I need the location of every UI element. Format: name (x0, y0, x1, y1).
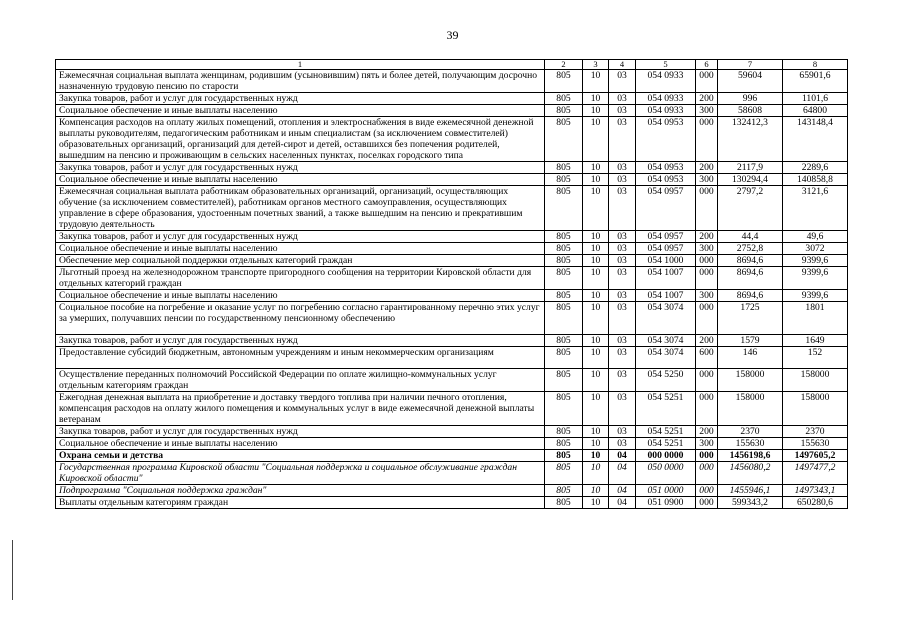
code-cell: 805 (545, 438, 583, 450)
subsection-cell: 03 (609, 290, 636, 302)
table-row (56, 162, 848, 174)
section-cell: 10 (583, 335, 609, 347)
amount-year1-cell: 1579 (718, 335, 783, 347)
row-name-cell: Ежемесячная социальная выплата женщинам, родившим (усыновившим) пять и более детей, получающим досрочно назначенную трудовую пенсию по старости (56, 70, 545, 93)
table-row (56, 369, 848, 392)
expense-type-cell: 300 (696, 174, 718, 186)
amount-year2-cell: 65901,6 (783, 70, 848, 93)
section-cell: 10 (583, 93, 609, 105)
amount-year1-cell: 158000 (718, 392, 783, 426)
section-cell: 10 (583, 290, 609, 302)
amount-year2-cell: 140858,8 (783, 174, 848, 186)
target-article-cell: 054 1007 (636, 290, 696, 302)
amount-year1-cell: 996 (718, 93, 783, 105)
amount-year1-cell: 8694,6 (718, 290, 783, 302)
table-row (56, 450, 848, 462)
section-cell: 10 (583, 162, 609, 174)
table-row (56, 267, 848, 290)
target-article-cell: 054 0957 (636, 186, 696, 231)
amount-year2-cell: 9399,6 (783, 267, 848, 290)
expense-type-cell: 000 (696, 369, 718, 392)
table-row (56, 186, 848, 231)
code-cell: 805 (545, 186, 583, 231)
table-row (56, 93, 848, 105)
code-cell: 805 (545, 335, 583, 347)
expense-type-cell: 300 (696, 105, 718, 117)
code-cell: 805 (545, 347, 583, 369)
target-article-cell: 000 0000 (636, 450, 696, 462)
code-cell: 805 (545, 497, 583, 509)
subsection-cell: 03 (609, 93, 636, 105)
amount-year2-cell: 9399,6 (783, 255, 848, 267)
amount-year1-cell: 44,4 (718, 231, 783, 243)
row-name-cell: Социальное обеспечение и иные выплаты населению (56, 105, 545, 117)
subsection-cell: 03 (609, 186, 636, 231)
table-header-row (56, 60, 848, 70)
target-article-cell: 054 0953 (636, 174, 696, 186)
code-cell: 805 (545, 105, 583, 117)
amount-year2-cell: 3121,6 (783, 186, 848, 231)
section-cell: 10 (583, 347, 609, 369)
code-cell: 805 (545, 162, 583, 174)
section-cell: 10 (583, 267, 609, 290)
amount-year2-cell: 2289,6 (783, 162, 848, 174)
amount-year1-cell: 8694,6 (718, 255, 783, 267)
target-article-cell: 054 5251 (636, 426, 696, 438)
amount-year2-cell: 143148,4 (783, 117, 848, 162)
table-row (56, 174, 848, 186)
row-name-cell: Обеспечение мер социальной поддержки отдельных категорий граждан (56, 255, 545, 267)
row-name-cell: Закупка товаров, работ и услуг для государственных нужд (56, 231, 545, 243)
amount-year1-cell: 2797,2 (718, 186, 783, 231)
section-cell: 10 (583, 186, 609, 231)
amount-year1-cell: 2117,9 (718, 162, 783, 174)
target-article-cell: 054 3074 (636, 347, 696, 369)
header-cell: 2 (545, 60, 583, 70)
amount-year1-cell: 58608 (718, 105, 783, 117)
expense-type-cell: 300 (696, 438, 718, 450)
amount-year1-cell: 2370 (718, 426, 783, 438)
expense-type-cell: 300 (696, 243, 718, 255)
code-cell: 805 (545, 302, 583, 335)
row-name-cell: Закупка товаров, работ и услуг для государственных нужд (56, 426, 545, 438)
target-article-cell: 054 1000 (636, 255, 696, 267)
header-cell: 1 (56, 60, 545, 70)
expense-type-cell: 200 (696, 335, 718, 347)
table-row (56, 462, 848, 485)
row-name-cell: Социальное обеспечение и иные выплаты населению (56, 243, 545, 255)
code-cell: 805 (545, 290, 583, 302)
target-article-cell: 054 1007 (636, 267, 696, 290)
target-article-cell: 054 5251 (636, 438, 696, 450)
target-article-cell: 054 0933 (636, 93, 696, 105)
expense-type-cell: 000 (696, 450, 718, 462)
code-cell: 805 (545, 117, 583, 162)
expense-type-cell: 000 (696, 186, 718, 231)
header-cell: 4 (609, 60, 636, 70)
expense-type-cell: 000 (696, 497, 718, 509)
section-cell: 10 (583, 369, 609, 392)
target-article-cell: 054 3074 (636, 335, 696, 347)
amount-year1-cell: 59604 (718, 70, 783, 93)
section-cell: 10 (583, 462, 609, 485)
row-name-cell: Охрана семьи и детства (56, 450, 545, 462)
target-article-cell: 051 0000 (636, 485, 696, 497)
header-cell: 7 (718, 60, 783, 70)
expense-type-cell: 000 (696, 392, 718, 426)
subsection-cell: 03 (609, 392, 636, 426)
subsection-cell: 03 (609, 162, 636, 174)
header-cell: 3 (583, 60, 609, 70)
subsection-cell: 03 (609, 426, 636, 438)
section-cell: 10 (583, 231, 609, 243)
page-number: 39 (446, 28, 459, 42)
row-name-cell: Закупка товаров, работ и услуг для государственных нужд (56, 93, 545, 105)
code-cell: 805 (545, 255, 583, 267)
amount-year1-cell: 1455946,1 (718, 485, 783, 497)
target-article-cell: 054 0957 (636, 231, 696, 243)
table-row (56, 70, 848, 93)
header-cell: 8 (783, 60, 848, 70)
section-cell: 10 (583, 243, 609, 255)
row-name-cell: Подпрограмма "Социальная поддержка граждан" (56, 485, 545, 497)
subsection-cell: 04 (609, 485, 636, 497)
margin-mark (12, 540, 13, 600)
table-row (56, 438, 848, 450)
amount-year1-cell: 599343,2 (718, 497, 783, 509)
target-article-cell: 054 5251 (636, 392, 696, 426)
subsection-cell: 03 (609, 347, 636, 369)
amount-year2-cell: 1497605,2 (783, 450, 848, 462)
expense-type-cell: 000 (696, 255, 718, 267)
row-name-cell: Предоставление субсидий бюджетным, автономным учреждениям и иным некоммерческим организациям (56, 347, 545, 369)
code-cell: 805 (545, 267, 583, 290)
amount-year2-cell: 158000 (783, 369, 848, 392)
amount-year2-cell: 650280,6 (783, 497, 848, 509)
table-row (56, 426, 848, 438)
subsection-cell: 03 (609, 335, 636, 347)
header-cell: 5 (636, 60, 696, 70)
code-cell: 805 (545, 231, 583, 243)
target-article-cell: 054 0957 (636, 243, 696, 255)
code-cell: 805 (545, 93, 583, 105)
amount-year1-cell: 132412,3 (718, 117, 783, 162)
expense-type-cell: 000 (696, 302, 718, 335)
expense-type-cell: 200 (696, 93, 718, 105)
target-article-cell: 050 0000 (636, 462, 696, 485)
amount-year2-cell: 1497343,1 (783, 485, 848, 497)
table-row (56, 335, 848, 347)
subsection-cell: 03 (609, 70, 636, 93)
amount-year2-cell: 3072 (783, 243, 848, 255)
subsection-cell: 03 (609, 302, 636, 335)
subsection-cell: 04 (609, 462, 636, 485)
subsection-cell: 03 (609, 117, 636, 162)
target-article-cell: 054 0953 (636, 162, 696, 174)
amount-year1-cell: 1456198,6 (718, 450, 783, 462)
amount-year2-cell: 1497477,2 (783, 462, 848, 485)
expense-type-cell: 200 (696, 162, 718, 174)
expense-type-cell: 200 (696, 231, 718, 243)
expense-type-cell: 000 (696, 485, 718, 497)
amount-year2-cell: 152 (783, 347, 848, 369)
subsection-cell: 03 (609, 267, 636, 290)
section-cell: 10 (583, 497, 609, 509)
row-name-cell: Социальное обеспечение и иные выплаты населению (56, 290, 545, 302)
amount-year1-cell: 158000 (718, 369, 783, 392)
row-name-cell: Ежегодная денежная выплата на приобретение и доставку твердого топлива при наличии печного отопления, компенсация расходов на оплату жилого помещения и коммунальных услуг в виде ежемесячной денежной выплаты ветеранам (56, 392, 545, 426)
amount-year1-cell: 155630 (718, 438, 783, 450)
target-article-cell: 054 5250 (636, 369, 696, 392)
table-row (56, 255, 848, 267)
section-cell: 10 (583, 392, 609, 426)
expense-type-cell: 000 (696, 117, 718, 162)
expense-type-cell: 200 (696, 426, 718, 438)
amount-year1-cell: 130294,4 (718, 174, 783, 186)
table-row (56, 117, 848, 162)
amount-year2-cell: 155630 (783, 438, 848, 450)
code-cell: 805 (545, 369, 583, 392)
amount-year2-cell: 1649 (783, 335, 848, 347)
subsection-cell: 03 (609, 231, 636, 243)
row-name-cell: Социальное пособие на погребение и оказание услуг по погребению согласно гарантированному перечню этих услуг за умерших, получавших пенсии по государственному пенсионному обеспечению (56, 302, 545, 335)
section-cell: 10 (583, 485, 609, 497)
subsection-cell: 04 (609, 497, 636, 509)
amount-year2-cell: 1101,6 (783, 93, 848, 105)
expense-type-cell: 600 (696, 347, 718, 369)
section-cell: 10 (583, 302, 609, 335)
row-name-cell: Закупка товаров, работ и услуг для государственных нужд (56, 162, 545, 174)
target-article-cell: 054 0933 (636, 105, 696, 117)
code-cell: 805 (545, 485, 583, 497)
row-name-cell: Социальное обеспечение и иные выплаты населению (56, 174, 545, 186)
section-cell: 10 (583, 426, 609, 438)
amount-year1-cell: 146 (718, 347, 783, 369)
table-row (56, 243, 848, 255)
table-row (56, 290, 848, 302)
header-cell: 6 (696, 60, 718, 70)
code-cell: 805 (545, 392, 583, 426)
table-row (56, 347, 848, 369)
row-name-cell: Выплаты отдельным категориям граждан (56, 497, 545, 509)
table-row (56, 231, 848, 243)
amount-year2-cell: 1801 (783, 302, 848, 335)
subsection-cell: 03 (609, 105, 636, 117)
section-cell: 10 (583, 105, 609, 117)
section-cell: 10 (583, 117, 609, 162)
expense-type-cell: 000 (696, 70, 718, 93)
code-cell: 805 (545, 462, 583, 485)
subsection-cell: 03 (609, 174, 636, 186)
row-name-cell: Государственная программа Кировской области "Социальная поддержка и социальное обслуживание граждан Кировской области" (56, 462, 545, 485)
section-cell: 10 (583, 450, 609, 462)
amount-year1-cell: 1725 (718, 302, 783, 335)
section-cell: 10 (583, 70, 609, 93)
subsection-cell: 03 (609, 438, 636, 450)
table-row (56, 392, 848, 426)
code-cell: 805 (545, 70, 583, 93)
amount-year2-cell: 2370 (783, 426, 848, 438)
amount-year2-cell: 9399,6 (783, 290, 848, 302)
amount-year2-cell: 158000 (783, 392, 848, 426)
subsection-cell: 03 (609, 243, 636, 255)
row-name-cell: Осуществление переданных полномочий Российской Федерации по оплате жилищно-коммунальных услуг отдельным категориям граждан (56, 369, 545, 392)
subsection-cell: 03 (609, 369, 636, 392)
table-row (56, 105, 848, 117)
section-cell: 10 (583, 255, 609, 267)
budget-table (55, 59, 848, 509)
row-name-cell: Льготный проезд на железнодорожном транспорте пригородного сообщения на территории Кировской области для отдельных категорий граждан (56, 267, 545, 290)
amount-year2-cell: 64800 (783, 105, 848, 117)
target-article-cell: 054 3074 (636, 302, 696, 335)
target-article-cell: 054 0953 (636, 117, 696, 162)
section-cell: 10 (583, 174, 609, 186)
expense-type-cell: 300 (696, 290, 718, 302)
code-cell: 805 (545, 243, 583, 255)
section-cell: 10 (583, 438, 609, 450)
table-row (56, 497, 848, 509)
table-body (56, 70, 848, 509)
row-name-cell: Компенсация расходов на оплату жилых помещений, отопления и электроснабжения в виде ежемесячной денежной выплаты руководителям, педагогическим работникам и иным специалистам (за исключением совместителей) образовательных организаций, организаций для детей-сирот и детей, оставшихся без попечения родителей, вышедшим на пенсию и проживающим в сельских населенных пунктах, поселках городского типа (56, 117, 545, 162)
code-cell: 805 (545, 426, 583, 438)
amount-year2-cell: 49,6 (783, 231, 848, 243)
table-row (56, 302, 848, 335)
row-name-cell: Социальное обеспечение и иные выплаты населению (56, 438, 545, 450)
table-row (56, 485, 848, 497)
amount-year1-cell: 1456080,2 (718, 462, 783, 485)
row-name-cell: Ежемесячная социальная выплата работникам образовательных организаций, организаций, осуществляющих обучение (за исключением совместителей), работникам органов местного самоуправления, осуществляющих управление в сфере образования, удостоенным почетных званий, а также вышедшим на пенсию и прекратившим трудовую деятельность (56, 186, 545, 231)
expense-type-cell: 000 (696, 267, 718, 290)
amount-year1-cell: 8694,6 (718, 267, 783, 290)
code-cell: 805 (545, 174, 583, 186)
target-article-cell: 054 0933 (636, 70, 696, 93)
amount-year1-cell: 2752,8 (718, 243, 783, 255)
expense-type-cell: 000 (696, 462, 718, 485)
subsection-cell: 04 (609, 450, 636, 462)
row-name-cell: Закупка товаров, работ и услуг для государственных нужд (56, 335, 545, 347)
subsection-cell: 03 (609, 255, 636, 267)
target-article-cell: 051 0900 (636, 497, 696, 509)
code-cell: 805 (545, 450, 583, 462)
